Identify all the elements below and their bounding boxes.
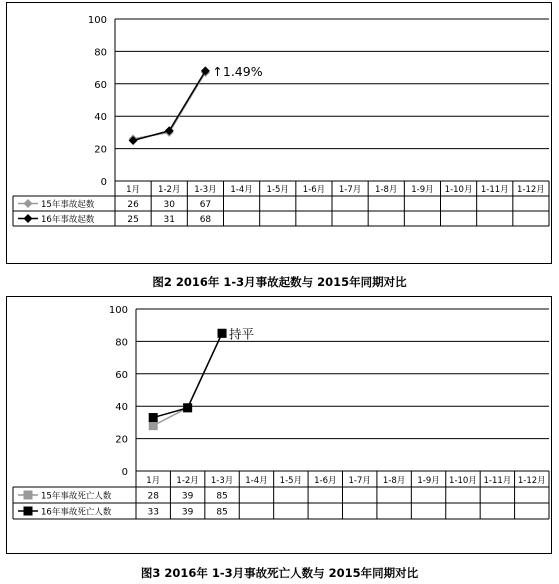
data-table-value: 85 [216,491,228,502]
y-tick-label: 40 [115,402,128,414]
x-category-label: 1-12月 [517,185,545,195]
x-category-label: 1月 [146,476,161,486]
y-tick-label: 20 [94,144,107,156]
x-category-label: 1-2月 [176,476,199,486]
x-category-label: 1-9月 [417,476,440,486]
legend-key-marker [24,491,33,500]
data-point [149,413,158,422]
x-category-label: 1-10月 [449,476,477,486]
x-category-label: 1-7月 [348,476,371,486]
x-category-label: 1-5月 [266,185,289,195]
y-tick-label: 40 [94,112,107,124]
y-tick-label: 60 [94,79,107,91]
x-category-label: 1-8月 [375,185,398,195]
data-table-value: 67 [199,200,212,210]
x-category-label: 1-2月 [158,185,181,195]
data-table-value: 25 [127,215,139,225]
y-tick-label: 0 [121,467,128,478]
x-category-label: 1-6月 [302,185,326,195]
y-tick-label: 20 [115,434,128,446]
legend-key-marker [24,214,33,223]
legend-series-name: 16年事故死亡人数 [41,507,112,518]
data-point [218,329,227,338]
data-point [201,66,210,75]
y-tick-label: 100 [108,305,128,316]
legend-series-name: 16年事故起数 [41,215,95,225]
x-category-label: 1-11月 [480,185,509,195]
legend-series-name: 15年事故死亡人数 [41,491,112,502]
figure-3-caption: 图3 2016年 1-3月事故死亡人数与 2015年同期对比 [140,566,419,580]
legend-key-marker [24,199,33,208]
data-point [149,421,158,430]
data-table-value: 33 [147,507,159,518]
x-category-label: 1-3月 [210,476,234,486]
data-table-value: 85 [216,507,228,518]
data-point [183,403,192,412]
x-category-label: 1-7月 [338,185,362,195]
x-category-label: 1-10月 [444,185,473,195]
x-category-label: 1-5月 [279,476,303,486]
data-table-value: 39 [181,491,194,502]
x-category-label: 1-8月 [382,476,406,486]
y-tick-label: 0 [100,177,107,188]
x-category-label: 1-9月 [411,185,434,195]
data-table-value: 30 [163,200,175,210]
data-table-value: 68 [199,215,212,225]
chart-panel-accident-count [6,2,552,264]
data-table-value: 39 [181,507,194,518]
x-category-label: 1-4月 [230,185,253,195]
y-tick-label: 60 [115,369,128,381]
x-category-label: 1月 [126,185,141,195]
chart-annotation: ↑1.49% [212,63,263,79]
data-table-value: 31 [163,215,175,225]
x-category-label: 1-12月 [517,476,546,486]
x-category-label: 1-11月 [483,476,512,486]
x-category-label: 1-6月 [314,476,337,486]
chart-panel-death-count [6,296,552,554]
death-count-line-chart [7,297,553,555]
data-table-value: 28 [147,491,159,502]
legend-key-marker [24,507,33,516]
y-tick-label: 80 [115,337,128,349]
data-table-value: 26 [127,200,139,210]
figure-2-caption: 图2 2016年 1-3月事故起数与 2015年同期对比 [152,275,407,289]
accident-count-line-chart [7,3,553,265]
x-category-label: 1-4月 [245,476,268,486]
x-category-label: 1-3月 [194,185,217,195]
y-tick-label: 80 [94,47,107,59]
legend-series-name: 15年事故起数 [41,200,95,210]
chart-annotation: 持平 [229,326,255,342]
y-tick-label: 100 [87,15,107,26]
data-point [129,136,138,145]
